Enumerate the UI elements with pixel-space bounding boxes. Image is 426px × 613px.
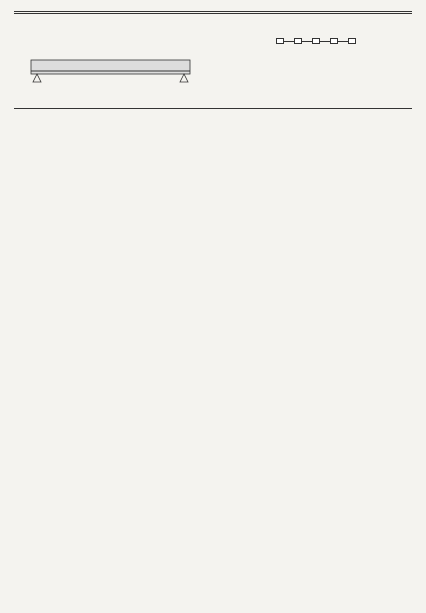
process-flowchart — [219, 38, 412, 44]
flow-step — [348, 38, 356, 44]
flow-arrow — [338, 41, 348, 42]
header-rule-thin — [14, 13, 412, 14]
flow-step — [294, 38, 302, 44]
beam-figure — [23, 38, 198, 98]
left-column — [14, 34, 207, 102]
flow-arrow — [320, 41, 330, 42]
right-support — [180, 74, 188, 82]
header-rule — [14, 11, 412, 12]
right-column — [219, 34, 412, 102]
flow-arrow — [302, 41, 312, 42]
body-columns — [14, 34, 412, 102]
flow-step — [330, 38, 338, 44]
flow-step — [312, 38, 320, 44]
beam-diagram — [23, 38, 198, 98]
flow-arrow — [284, 41, 294, 42]
left-support — [33, 74, 41, 82]
flow-step — [276, 38, 284, 44]
beam-body — [31, 60, 190, 74]
footnote — [14, 108, 412, 111]
